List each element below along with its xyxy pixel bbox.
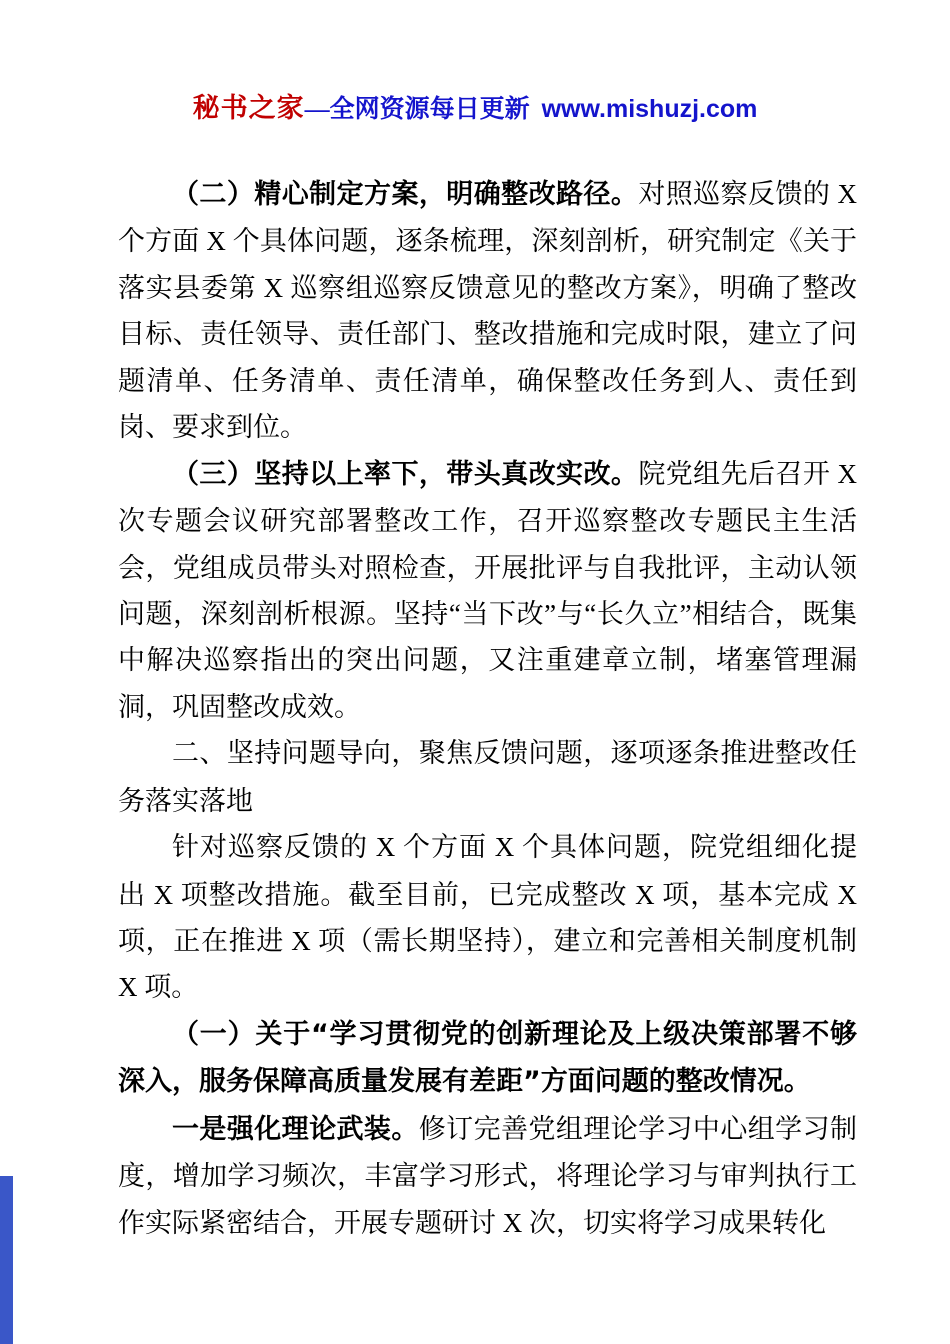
paragraph-progress-summary <box>118 824 857 1011</box>
paragraph-text: 二、坚持问题导向，聚焦反馈问题，逐项逐条推进整改任务落实落地 <box>118 738 857 816</box>
site-brand: 秘书之家 <box>192 93 305 123</box>
site-tagline: —全网资源每日更新 <box>304 96 530 123</box>
paragraph-text: 修订完善党组理论学习中心组学习制度，增加学习频次，丰富学习形式，将理论学习与审判执行工作实际紧密结合，开展专题研讨 X 次，切实将学习成果转化 <box>118 1113 857 1238</box>
paragraph-section-3 <box>118 451 857 731</box>
paragraph-section-2 <box>118 171 857 451</box>
site-url-link[interactable]: www.mishuzj.com <box>541 95 758 123</box>
paragraph-text: 院党组先后召开 X 次专题会议研究部署整改工作，召开巡察整改专题民主生活会，党组成员带头对照检查，开展批评与自我批评，主动认领问题，深刻剖析根源。坚持“当下改”与“长久立”相结合，既集中解决巡察指出的突出问题，又注重建章立制，堵塞管理漏洞，巩固整改成效。 <box>118 458 858 722</box>
paragraph-lead: （二）精心制定方案，明确整改路径。 <box>172 179 639 210</box>
site-header <box>0 0 950 125</box>
paragraph-text: 对照巡察反馈的 X 个方面 X 个具体问题，逐条梳理，深刻剖析，研究制定《关于落实县委第 X 巡察组巡察反馈意见的整改方案》，明确了整改目标、责任领导、责任部门、整改措施和完成时限，建立了问题清单、任务清单、责任清单，确保整改任务到人、责任到岗、要求到位。 <box>118 179 858 443</box>
paragraph-measure-1 <box>118 1106 857 1246</box>
paragraph-text: 针对巡察反馈的 X 个方面 X 个具体问题，院党组细化提出 X 项整改措施。截至目前，已完成整改 X 项，基本完成 X 项，正在推进 X 项（需长期坚持），建立和完善相关制度机制 X 项。 <box>118 832 857 1003</box>
paragraph-section-1-issue <box>118 1011 857 1106</box>
paragraph-lead: （三）坚持以上率下，带头真改实改。 <box>172 458 639 490</box>
paragraph-lead: （一）关于“学习贯彻党的创新理论及上级决策部署不够深入，服务保障高质量发展有差距”方面问题的整改情况。 <box>118 1018 857 1098</box>
paragraph-heading-part-2 <box>118 730 857 824</box>
paragraph-lead: 一是强化理论武装。 <box>172 1113 419 1145</box>
document-body <box>118 171 857 1246</box>
left-accent-bar <box>0 1176 13 1344</box>
